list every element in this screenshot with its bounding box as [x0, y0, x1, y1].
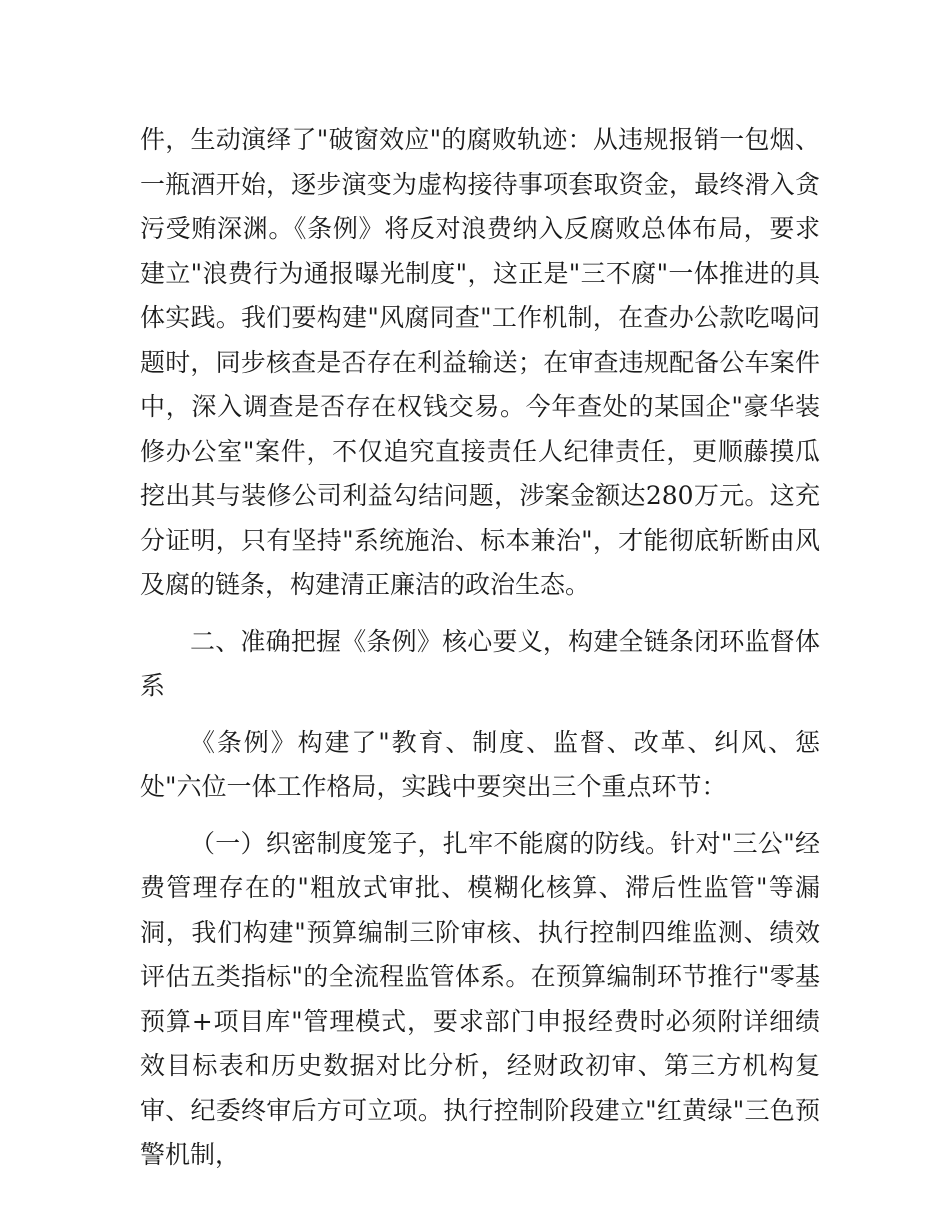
document-body — [140, 118, 820, 1190]
paragraph-continuation: 件，生动演绎了"破窗效应"的腐败轨迹：从违规报销一包烟、一瓶酒开始，逐步演变为虚构接待事项套取资金，最终滑入贪污受贿深渊。《条例》将反对浪费纳入反腐败总体布局，要求建立"浪费行为通报曝光制度"，这正是"三不腐"一体推进的具体实践。我们要构建"风腐同查"工作机制，在查办公款吃喝问题时，同步核查是否存在利益输送；在审查违规配备公车案件中，深入调查是否存在权钱交易。今年查处的某国企"豪华装修办公室"案件，不仅追究直接责任人纪律责任，更顺藤摸瓜挖出其与装修公司利益勾结问题，涉案金额达280万元。这充分证明，只有坚持"系统施治、标本兼治"，才能彻底斩断由风及腐的链条，构建清正廉洁的政治生态。 — [140, 125, 820, 599]
section-heading: 二、准确把握《条例》核心要义，构建全链条闭环监督体系 — [140, 626, 820, 700]
paragraph-intro: 《条例》构建了"教育、制度、监督、改革、纠风、惩处"六位一体工作格局，实践中要突出三个重点环节： — [140, 727, 820, 801]
paragraph-subsection-one: （一）织密制度笼子，扎牢不能腐的防线。针对"三公"经费管理存在的"粗放式审批、模糊化核算、滞后性监管"等漏洞，我们构建"预算编制三阶审核、执行控制四维监测、绩效评估五类指标"的全流程监管体系。在预算编制环节推行"零基预算+项目库"管理模式，要求部门申报经费时必须附详细绩效目标表和历史数据对比分析，经财政初审、第三方机构复审、纪委终审后方可立项。执行控制阶段建立"红黄绿"三色预警机制， — [140, 828, 820, 1169]
